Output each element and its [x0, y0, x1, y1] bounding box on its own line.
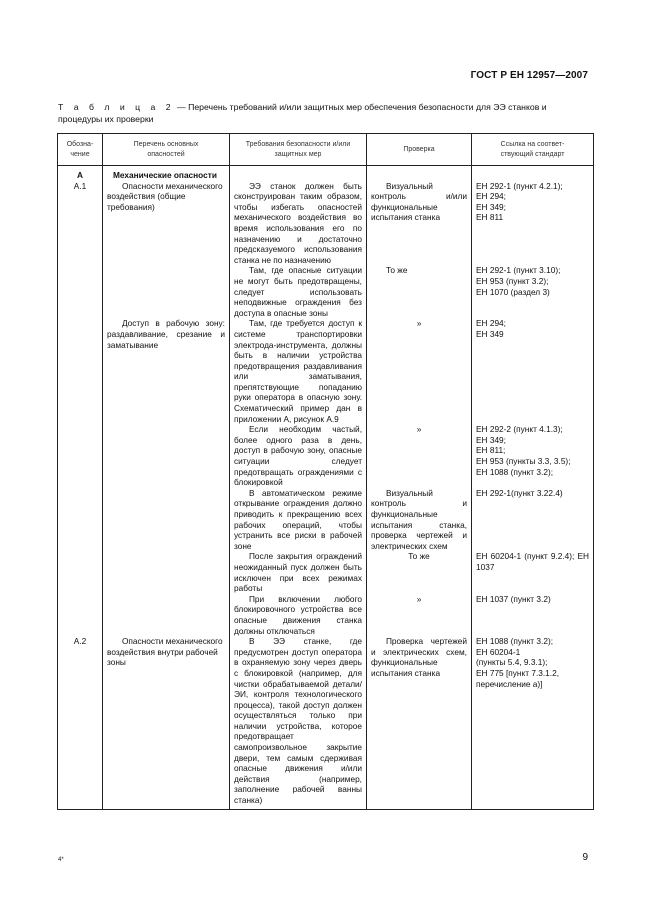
row-hazard: Доступ в рабочую зону: раздавливание, срезание и заматывание — [103, 318, 230, 424]
table-row — [58, 318, 594, 424]
header-reference: Ссылка на соответ- ствующий стандарт — [472, 134, 594, 166]
row-reference: ЕН 292-2 (пункт 4.1.3); ЕН 349; ЕН 811; ЕН 953 (пункты 3.3, 3.5); ЕН 1088 (пункт 3.2); — [472, 424, 594, 488]
page-number: 9 — [582, 852, 588, 863]
row-code — [58, 488, 103, 552]
row-hazard: Механические опасности — [103, 170, 230, 181]
row-reference: ЕН 1088 (пункт 3.2); ЕН 60204-1 (пункты 5.4, 9.3.1); ЕН 775 [пункт 7.3.1.2, перечисление а)] — [472, 636, 594, 809]
row-code: А.2 — [58, 636, 103, 809]
table-row — [58, 265, 594, 318]
row-reference: ЕН 294; ЕН 349 — [472, 318, 594, 424]
row-code — [58, 318, 103, 424]
row-requirement: После закрытия ограждений неожиданный пуск должен быть исключен при всех режимах работы — [230, 551, 367, 593]
table-row — [58, 594, 594, 636]
row-hazard — [103, 551, 230, 593]
table-caption — [58, 101, 592, 125]
footer-mark: 4* — [58, 857, 64, 863]
row-reference — [472, 170, 594, 181]
row-verification: Визуальный контроль и функциональные испытания станка, проверка чертежей и электрических схем — [367, 488, 472, 552]
row-hazard: Опасности механического воздействия (общие требования) — [103, 181, 230, 266]
row-hazard — [103, 424, 230, 488]
row-reference: ЕН 1037 (пункт 3.2) — [472, 594, 594, 636]
row-verification — [367, 170, 472, 181]
row-code — [58, 265, 103, 318]
row-verification: То же — [367, 265, 472, 318]
row-reference: ЕН 60204-1 (пункт 9.2.4); ЕН 1037 — [472, 551, 594, 593]
row-reference: ЕН 292-1(пункт 3.22.4) — [472, 488, 594, 552]
row-requirement: Если необходим частый, более одного раза в день, доступ в рабочую зону, опасные ситуации следует предотвращать ограждениями с блокировкой — [230, 424, 367, 488]
row-requirement — [230, 170, 367, 181]
header-hazard: Перечень основных опасностей — [103, 134, 230, 166]
caption-text: — Перечень требований и/или защитных мер обеспечения безопасности для ЭЭ станков и процедуры их проверки — [58, 102, 547, 124]
row-reference: ЕН 292-1 (пункт 3.10); ЕН 953 (пункт 3.2); ЕН 1070 (раздел 3) — [472, 265, 594, 318]
table-row — [58, 170, 594, 181]
row-verification: То же — [367, 551, 472, 593]
table-row — [58, 488, 594, 552]
row-verification: Проверка чертежей и электрических схем, функциональные испытания станка — [367, 636, 472, 809]
table-row — [58, 181, 594, 266]
row-requirement: В автоматическом режиме открывание ограждения должно приводить к прекращению всех рабочих операций, чтобы устранить все риски в рабочей зоне — [230, 488, 367, 552]
row-requirement: ЭЭ станок должен быть сконструирован таким образом, чтобы избегать опасностей механического воздействия во время использования его по назначению и достаточно предсказуемого использования станка не по назначению — [230, 181, 367, 266]
header-verification: Проверка — [367, 134, 472, 166]
row-requirement: При включении любого блокировочного устройства все опасные движения станка должны отключаться — [230, 594, 367, 636]
row-code: А.1 — [58, 181, 103, 266]
row-verification: » — [367, 594, 472, 636]
header-requirement: Требования безопасности и/или защитных мер — [230, 134, 367, 166]
row-requirement: Там, где опасные ситуации не могут быть предотвращены, следует использовать неподвижные ограждения без доступа в опасные зоны — [230, 265, 367, 318]
table-row — [58, 551, 594, 593]
table-row — [58, 636, 594, 809]
row-verification: » — [367, 424, 472, 488]
row-requirement: Там, где требуется доступ к системе транспортировки электрода-инструмента, должны быть в наличии устройства предотвращения раздавливания или заматывания, препятствующие попаданию руки оператора в опасную зону. Схематический пример дан в приложении А, рисунок А.9 — [230, 318, 367, 424]
row-code — [58, 594, 103, 636]
table-label: Т а б л и ц а 2 — [58, 102, 175, 112]
row-reference: ЕН 292-1 (пункт 4.2.1); ЕН 294; ЕН 349; ЕН 811 — [472, 181, 594, 266]
row-hazard: Опасности механического воздействия внутри рабочей зоны — [103, 636, 230, 809]
row-verification: Визуальный контроль и/или функциональные испытания станка — [367, 181, 472, 266]
table-row — [58, 424, 594, 488]
row-code — [58, 424, 103, 488]
row-code — [58, 551, 103, 593]
table-header-row — [58, 134, 594, 166]
row-requirement: В ЭЭ станке, где предусмотрен доступ оператора в охраняемую зону через дверь с блокировкой (например, для чистки обрабатываемой детали/ЭИ, контроля технологического процесса), такой доступ должен осуществляться только при наличии устройства, которое предотвращает самопроизвольное закрытие двери, тем самым сдерживая опасные движения и/или действия (например, заполнение рабочей ванны станка) — [230, 636, 367, 809]
row-code: А — [58, 170, 103, 181]
row-hazard — [103, 265, 230, 318]
header-code: Обозна- чение — [58, 134, 103, 166]
row-hazard — [103, 594, 230, 636]
requirements-table — [57, 133, 594, 810]
standard-header: ГОСТ Р ЕН 12957—2007 — [470, 70, 588, 81]
row-hazard — [103, 488, 230, 552]
row-verification: » — [367, 318, 472, 424]
